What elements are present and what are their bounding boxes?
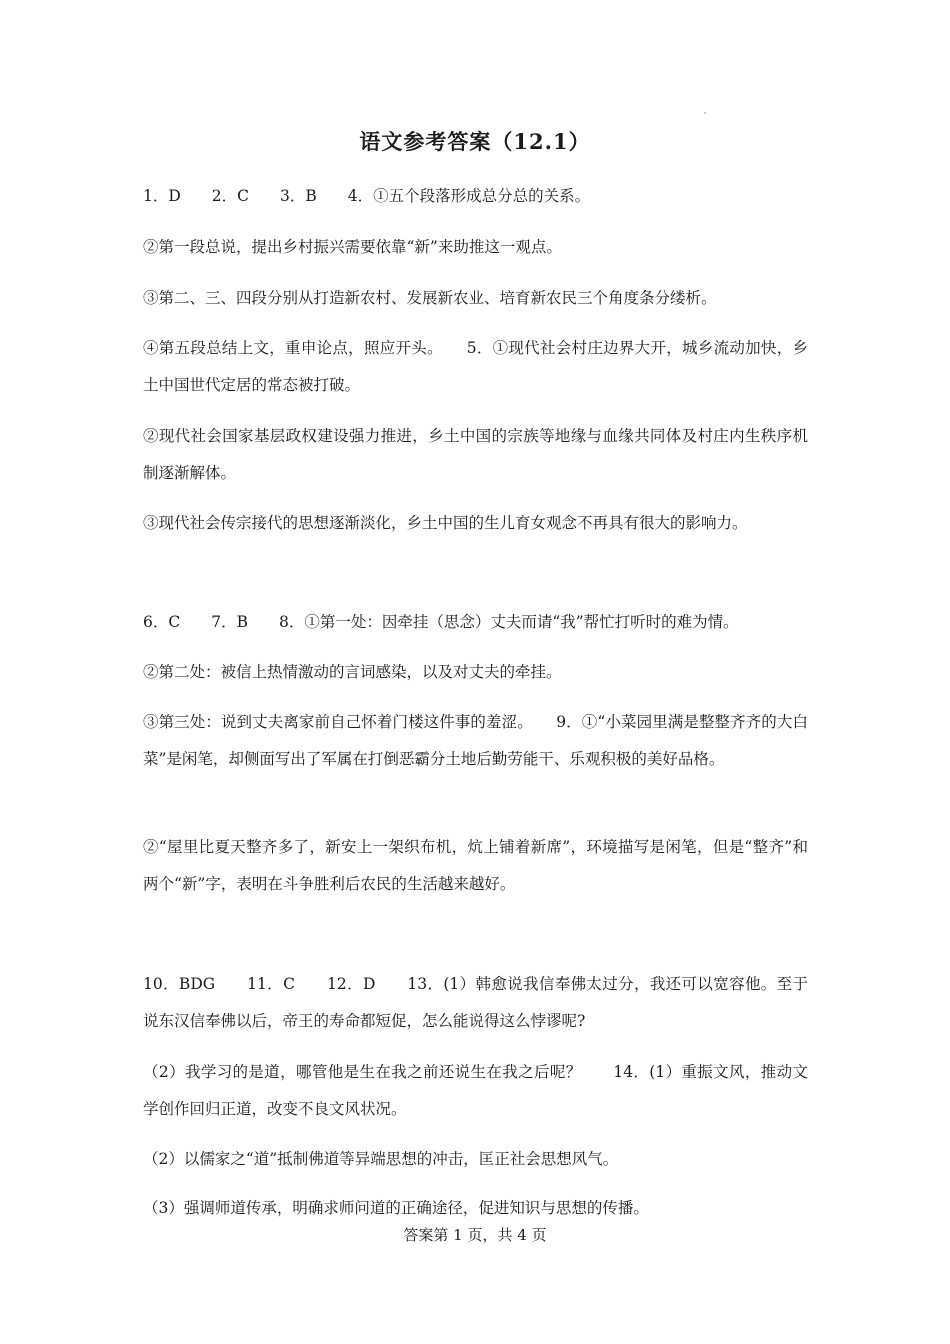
answer-5-point-3: ③现代社会传宗接代的思想逐渐淡化，乡土中国的生儿育女观念不再具有很大的影响力。 <box>143 514 748 532</box>
answer-13-2-and-14: （2）我学习的是道，哪管他是生在我之前还说生在我之后呢？ 14．(1）重振文风，推动文学创作回归正道，改变不良文风状况。 <box>143 1063 808 1118</box>
answer-10-13: 10．BDG 11．C 12．D 13．(1）韩愈说我信奉佛太过分，我还可以宽容他。至于说东汉信奉佛以后，帝王的寿命都短促，怎么能说得这么悖谬呢? <box>143 975 808 1030</box>
answer-4-point-4-and-5: ④第五段总结上文，重申论点，照应开头。 5．①现代社会村庄边界大开，城乡流动加快，乡土中国世代定居的常态被打破。 <box>143 339 808 394</box>
answer-6-8: 6．C 7．B 8．①第一处：因牵挂（思念）丈夫而请“我”帮忙打听时的难为情。 <box>143 613 739 631</box>
scan-speck <box>704 112 706 114</box>
answer-1-4: 1．D 2．C 3．B 4．①五个段落形成总分总的关系。 <box>143 187 591 205</box>
answer-8-point-3-and-9: ③第三处：说到丈夫离家前自己怀着门楼这件事的羞涩。 9．①“小菜园里满是整整齐齐的大白菜”是闲笔，却侧面写出了军属在打倒恶霸分土地后勤劳能干、乐观积极的美好品格。 <box>143 713 808 768</box>
answer-5-point-2: ②现代社会国家基层政权建设强力推进，乡土中国的宗族等地缘与血缘共同体及村庄内生秩序机制逐渐解体。 <box>143 427 808 482</box>
page-footer: 答案第 1 页，共 4 页 <box>403 1226 547 1244</box>
answer-14-3: （3）强调师道传承，明确求师问道的正确途径，促进知识与思想的传播。 <box>143 1199 649 1217</box>
answer-4-point-3: ③第二、三、四段分别从打造新农村、发展新农业、培育新农民三个角度条分缕析。 <box>143 289 717 307</box>
answer-4-point-2: ②第一段总说，提出乡村振兴需要依靠“新”来助推这一观点。 <box>143 238 562 256</box>
answer-8-point-2: ②第二处：被信上热情激动的言词感染，以及对丈夫的牵挂。 <box>143 663 562 681</box>
page-title: 语文参考答案（12.1） <box>359 129 591 154</box>
answer-9-point-2: ②“屋里比夏天整齐多了，新安上一架织布机，炕上铺着新席”，环境描写是闲笔，但是“整齐”和两个“新”字，表明在斗争胜利后农民的生活越来越好。 <box>143 838 808 893</box>
answer-14-2: （2）以儒家之“道”抵制佛道等异端思想的冲击，匡正社会思想风气。 <box>143 1150 619 1168</box>
